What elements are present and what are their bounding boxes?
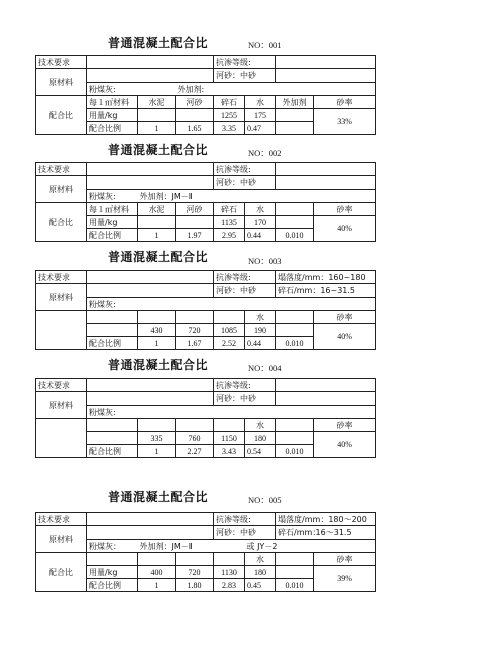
- water-header: 水: [245, 203, 276, 216]
- ratio-water: 0.45: [245, 579, 276, 592]
- mix-ratio-label: 配合比: [36, 553, 87, 592]
- sand-spec: 河砂：中砂: [214, 176, 276, 190]
- per-unit-header: 每１㎡材料: [87, 96, 138, 109]
- ratio-cement: 1: [138, 337, 176, 350]
- ratio-label: 配合比例: [87, 445, 138, 458]
- mix-table: [35, 270, 376, 350]
- sand-header: 河砂: [176, 96, 214, 109]
- ratio-sand: 1.65: [176, 122, 214, 135]
- tech-label: 技术要求: [36, 271, 87, 284]
- water-header: 水: [245, 553, 276, 566]
- section-title: 普通混凝土配合比: [108, 358, 209, 372]
- ratio-water: 0.54: [245, 445, 276, 458]
- fly-ash-label: 粉煤灰:: [87, 190, 138, 203]
- usage-water: 190: [245, 324, 276, 337]
- tech-label: 技术要求: [36, 379, 87, 392]
- sand-spec: 河砂：中砂: [214, 69, 276, 83]
- raw-material-label: 原材料: [36, 284, 87, 311]
- ratio-water: 0.44: [245, 229, 276, 242]
- sand-rate-header: 砂率: [314, 203, 376, 216]
- ratio-stone: 2.83: [214, 579, 245, 592]
- sand-rate-value: 40%: [314, 324, 376, 350]
- ratio-stone: 3.35: [214, 122, 245, 135]
- mix-table: [35, 378, 376, 458]
- sand-header: 河砂: [176, 203, 214, 216]
- ratio-admixture: 0.010: [276, 337, 314, 350]
- ratio-admixture: 0.010: [276, 579, 314, 592]
- section-number: NO：002: [248, 148, 282, 158]
- usage-water: 175: [245, 109, 276, 122]
- raw-material-label: 原材料: [36, 526, 87, 553]
- sand-rate-value: 39%: [314, 566, 376, 592]
- usage-cement: 430: [138, 324, 176, 337]
- ratio-stone: 3.43: [214, 445, 245, 458]
- fly-ash-label: 粉煤灰：: [87, 540, 138, 553]
- admixture-alternative: 或 JY－2: [245, 540, 376, 553]
- admixture-spec: 外加剂：JM－Ⅱ: [138, 540, 245, 553]
- sand-rate-header: 砂率: [314, 419, 376, 432]
- stone-header: 碎石: [214, 96, 245, 109]
- usage-cement: 335: [138, 432, 176, 445]
- usage-sand: 720: [176, 566, 214, 579]
- sand-rate-value: 40%: [314, 216, 376, 242]
- water-header: 水: [245, 419, 276, 432]
- anti-seepage-label: 抗渗等级:: [214, 56, 276, 69]
- ratio-cement: 1: [138, 579, 176, 592]
- ratio-label: 配合比例: [87, 579, 138, 592]
- ratio-cement: 1: [138, 229, 176, 242]
- anti-seepage-label: 抗渗等级:: [214, 163, 276, 176]
- mix-ratio-label: 配合比: [36, 203, 87, 242]
- fly-ash-label: 粉煤灰:: [87, 298, 376, 311]
- ratio-admixture: 0.010: [276, 229, 314, 242]
- tech-label: 技术要求: [36, 163, 87, 176]
- ratio-label: 配合比例: [87, 337, 138, 350]
- section-title: 普通混凝土配合比: [108, 490, 209, 504]
- water-header: 水: [245, 96, 276, 109]
- section-number: NO：004: [248, 363, 282, 373]
- usage-label: 用量/kg: [87, 566, 138, 579]
- ratio-sand: 1.67: [176, 337, 214, 350]
- admixture-label: 外加剂:: [176, 83, 376, 96]
- mix-ratio-label: 配合比: [36, 96, 87, 135]
- fly-ash-label: 粉煤灰:: [87, 83, 176, 96]
- anti-seepage-label: 抗渗等级:: [214, 513, 276, 526]
- usage-sand: 720: [176, 324, 214, 337]
- sand-rate-value: 33%: [314, 109, 376, 135]
- stone-spec: 碎石/mm：16~31.5: [276, 284, 376, 298]
- ratio-cement: 1: [138, 122, 176, 135]
- admixture-spec: 外加剂：JM－Ⅱ: [138, 190, 376, 203]
- sand-spec: 河砂：中砂: [214, 284, 276, 298]
- usage-water: 180: [245, 566, 276, 579]
- cement-header: 水泥: [138, 96, 176, 109]
- mix-table: [35, 162, 376, 242]
- ratio-sand: 2.27: [176, 445, 214, 458]
- anti-seepage-label: 抗渗等级:: [214, 271, 276, 284]
- section-title: 普通混凝土配合比: [108, 143, 209, 157]
- section-number: NO：003: [248, 256, 282, 266]
- ratio-label: 配合比例: [87, 122, 138, 135]
- raw-material-label: 原材料: [36, 69, 87, 96]
- usage-water: 180: [245, 432, 276, 445]
- raw-material-label: 原材料: [36, 176, 87, 203]
- usage-stone: 1085: [214, 324, 245, 337]
- tech-label: 技术要求: [36, 513, 87, 526]
- slump-spec: 塌落度/mm：160~180: [276, 271, 376, 284]
- sand-rate-value: 40%: [314, 432, 376, 458]
- ratio-stone: 2.95: [214, 229, 245, 242]
- fly-ash-label: 粉煤灰:: [87, 406, 376, 419]
- mix-table: [35, 512, 376, 592]
- ratio-label: 配合比例: [87, 229, 138, 242]
- stone-header: 碎石: [214, 203, 245, 216]
- ratio-stone: 2.52: [214, 337, 245, 350]
- water-header: 水: [245, 311, 276, 324]
- sand-rate-header: 砂率: [314, 553, 376, 566]
- ratio-admixture: 0.010: [276, 445, 314, 458]
- admixture-header: 外加剂: [276, 96, 314, 109]
- cement-header: 水泥: [138, 203, 176, 216]
- per-unit-header: 每１㎡材料: [87, 203, 138, 216]
- section-number: NO：001: [248, 40, 282, 50]
- sand-spec: 河砂：中砂: [214, 526, 276, 540]
- mix-table: [35, 55, 376, 135]
- section-title: 普通混凝土配合比: [108, 36, 209, 50]
- stone-spec-label: 碎石/mm：: [276, 526, 314, 540]
- ratio-cement: 1: [138, 445, 176, 458]
- usage-label: 用量/kg: [87, 109, 138, 122]
- slump-spec: 塌落度/mm：180～200: [276, 513, 376, 526]
- sand-spec: 河砂：中砂: [214, 392, 276, 406]
- raw-material-label: 原材料: [36, 392, 87, 419]
- ratio-sand: 1.97: [176, 229, 214, 242]
- stone-spec-value: 16～31.5: [314, 526, 376, 540]
- section-title: 普通混凝土配合比: [108, 250, 209, 264]
- usage-stone: 1150: [214, 432, 245, 445]
- sand-rate-header: 砂率: [314, 96, 376, 109]
- usage-stone: 1130: [214, 566, 245, 579]
- section-number: NO：005: [248, 495, 282, 505]
- usage-cement: 400: [138, 566, 176, 579]
- ratio-water: 0.47: [245, 122, 276, 135]
- ratio-sand: 1.80: [176, 579, 214, 592]
- usage-stone: 1255: [214, 109, 245, 122]
- anti-seepage-label: 抗渗等级:: [214, 379, 276, 392]
- usage-stone: 1135: [214, 216, 245, 229]
- sand-rate-header: 砂率: [314, 311, 376, 324]
- usage-sand: 760: [176, 432, 214, 445]
- tech-label: 技术要求: [36, 56, 87, 69]
- usage-label: 用量/kg: [87, 216, 138, 229]
- usage-water: 170: [245, 216, 276, 229]
- ratio-water: 0.44: [245, 337, 276, 350]
